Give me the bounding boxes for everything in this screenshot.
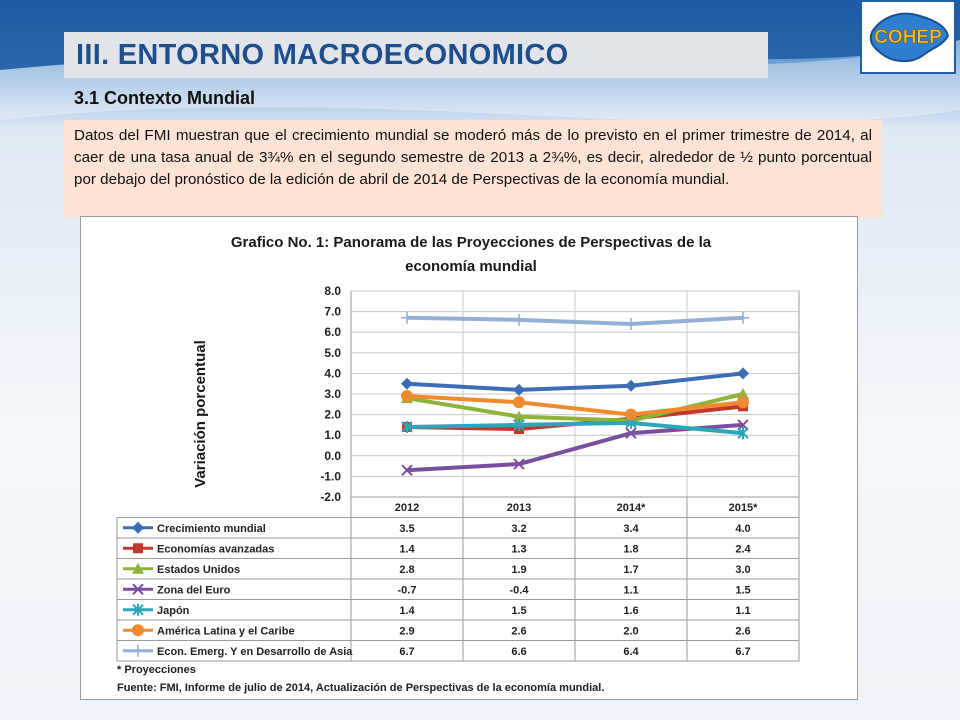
data-point [133,543,143,553]
y-tick-label: 7.0 [324,304,341,319]
legend-label: América Latina y el Caribe [157,625,295,638]
y-tick-label: 4.0 [324,366,341,381]
data-point [513,314,525,326]
data-point [132,624,144,636]
data-point [625,380,637,392]
legend-label: Zona del Euro [157,584,231,597]
data-label: 3.4 [623,522,639,535]
chart-title-line1: Grafico No. 1: Panorama de las Proyecciones de Perspectivas de la [230,234,712,251]
data-point [737,367,749,379]
data-label: 2.9 [399,625,415,638]
data-label: 1.5 [735,584,751,597]
data-point [401,312,413,324]
data-label: 1.5 [511,604,527,617]
legend-label: Estados Unidos [157,563,241,576]
legend-label: Japón [157,604,190,617]
data-label: 2.6 [511,625,527,638]
data-label: 6.7 [735,645,751,658]
data-label: 1.8 [623,543,639,556]
cohep-logo [860,0,956,74]
chart-note: * Proyecciones [117,664,196,676]
chart-title-line2: economía mundial [405,258,537,275]
data-point [401,378,413,390]
data-label: 1.1 [735,604,751,617]
data-label: 1.3 [511,543,527,556]
data-label: -0.4 [509,584,529,597]
data-label: 3.5 [399,522,415,535]
data-point [625,318,637,330]
x-tick-label: 2012 [394,502,420,514]
y-tick-label: 0.0 [324,448,341,463]
data-label: 6.6 [511,645,527,658]
section-subtitle: 3.1 Contexto Mundial [74,88,256,108]
x-tick-label: 2014* [616,502,646,514]
data-point [737,312,749,324]
data-label: 2.6 [735,625,751,638]
data-point [401,390,413,402]
data-point [513,396,525,408]
legend-label: Econ. Emerg. Y en Desarrollo de Asia [157,645,353,658]
summary-box [64,120,882,218]
y-axis-label: Variación porcentual [192,340,209,488]
y-tick-label: 6.0 [324,325,341,340]
y-tick-label: 2.0 [324,407,341,422]
data-label: 1.4 [399,604,415,617]
summary-paragraph: Datos del FMI muestran que el crecimiento mundial se moderó más de lo previsto en el primer trimestre de 2014, al caer de una tasa anual de 3¾% en el segundo semestre de 2013 a 2¾%, es decir, alrededor de ½ punto porcentual por debajo del pronóstico de la edición de abril de 2014 de Perspectivas de la economía mundial. [74,127,872,188]
data-label: 6.4 [623,645,639,658]
data-label: 1.1 [623,584,639,597]
title-bar [64,32,768,78]
line-chart [81,217,857,699]
y-tick-label: -1.0 [320,469,341,484]
y-tick-label: -2.0 [320,490,341,504]
data-label: 2.4 [735,543,751,556]
y-tick-label: 1.0 [324,428,341,443]
y-tick-label: 3.0 [324,387,341,401]
data-label: 6.7 [399,645,415,658]
data-label: 1.4 [399,543,415,556]
data-label: 3.2 [511,522,527,535]
data-point [737,396,749,408]
y-tick-label: 5.0 [324,345,341,360]
data-label: 2.0 [623,625,639,638]
data-label: 4.0 [735,522,751,535]
legend-label: Economías avanzadas [157,543,275,556]
page-title: III. ENTORNO MACROECONOMICO [76,38,569,71]
data-label: 1.7 [623,563,639,576]
legend-label: Crecimiento mundial [157,522,266,535]
data-label: 3.0 [735,563,751,576]
data-label: 1.6 [623,604,639,617]
data-label: 1.9 [511,563,527,576]
chart-frame [80,216,858,700]
data-point [625,409,637,421]
logo-text: COHEP [874,27,942,48]
data-label: 2.8 [399,563,415,576]
x-tick-label: 2013 [506,502,532,514]
data-label: -0.7 [397,584,417,597]
y-tick-label: 8.0 [324,284,341,298]
chart-source: Fuente: FMI, Informe de julio de 2014, Actualización de Perspectivas de la economía mundial. [117,682,605,694]
x-tick-label: 2015* [728,502,758,514]
